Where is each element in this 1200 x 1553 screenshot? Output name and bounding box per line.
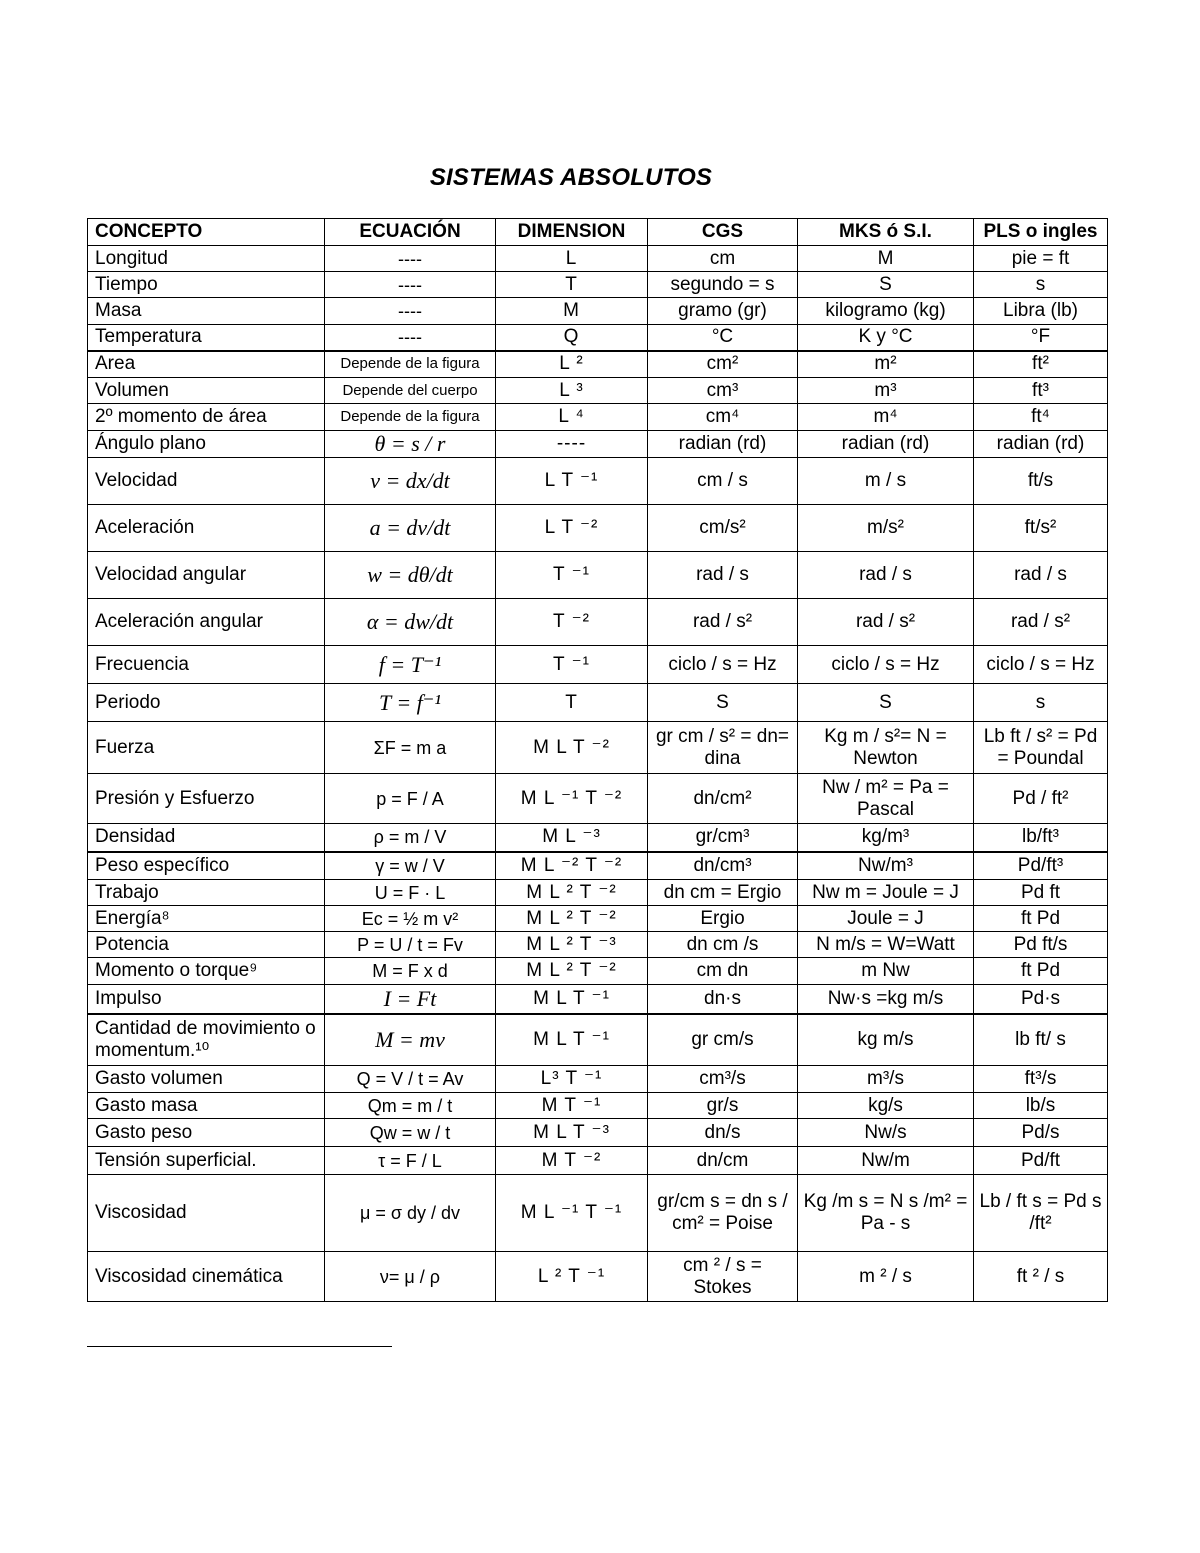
cell-cgs: cm⁴ — [648, 404, 798, 431]
cell-ecuacion: ---- — [325, 298, 496, 325]
cell-concepto: Trabajo — [88, 880, 325, 906]
cell-ecuacion: ---- — [325, 246, 496, 272]
table-row — [88, 932, 1108, 958]
cell-dimension: Q — [496, 325, 648, 351]
cell-dimension: M — [496, 298, 648, 325]
cell-concepto: Velocidad — [88, 458, 325, 505]
cell-mks: K y °C — [798, 325, 974, 351]
cell-ecuacion: I = Ft — [325, 985, 496, 1014]
table-row — [88, 505, 1108, 552]
table-row — [88, 1252, 1108, 1302]
cell-cgs: gr/cm s = dn s / cm² = Poise — [648, 1175, 798, 1252]
cell-cgs: cm³/s — [648, 1066, 798, 1093]
cell-concepto: Aceleración — [88, 505, 325, 552]
cell-dimension: T ⁻¹ — [496, 552, 648, 599]
cell-dimension: L ⁴ — [496, 404, 648, 431]
cell-dimension: L ² — [496, 351, 648, 378]
cell-pls: s — [974, 272, 1108, 298]
cell-pls: ft² — [974, 351, 1108, 378]
cell-pls: ft³ — [974, 378, 1108, 404]
cell-cgs: rad / s² — [648, 599, 798, 646]
table-row — [88, 774, 1108, 824]
cell-concepto: Masa — [88, 298, 325, 325]
cell-pls: Pd ft/s — [974, 932, 1108, 958]
table-row — [88, 298, 1108, 325]
table-body — [88, 246, 1108, 1302]
table-row — [88, 824, 1108, 852]
cell-mks: m ² / s — [798, 1252, 974, 1302]
cell-mks: m/s² — [798, 505, 974, 552]
cell-concepto: Densidad — [88, 824, 325, 852]
cell-ecuacion: U = F · L — [325, 880, 496, 906]
cell-pls: Pd/ft³ — [974, 852, 1108, 880]
cell-pls: Pd·s — [974, 985, 1108, 1014]
cell-mks: Nw/s — [798, 1119, 974, 1147]
cell-mks: m / s — [798, 458, 974, 505]
cell-dimension: M L ⁻² T ⁻² — [496, 852, 648, 880]
table-row — [88, 1093, 1108, 1119]
cell-mks: m Nw — [798, 958, 974, 985]
cell-dimension: L T ⁻¹ — [496, 458, 648, 505]
cell-pls: Pd / ft² — [974, 774, 1108, 824]
footnote-separator — [87, 1346, 392, 1347]
cell-mks: radian (rd) — [798, 431, 974, 458]
cell-ecuacion: w = dθ/dt — [325, 552, 496, 599]
cell-cgs: ciclo / s = Hz — [648, 646, 798, 684]
table-row — [88, 246, 1108, 272]
cell-ecuacion: Qw = w / t — [325, 1119, 496, 1147]
cell-ecuacion: T = f⁻¹ — [325, 684, 496, 722]
cell-ecuacion: Ec = ½ m v² — [325, 906, 496, 932]
header-pls: PLS o ingles — [974, 219, 1108, 246]
table-row — [88, 1066, 1108, 1093]
cell-pls: Lb / ft s = Pd s /ft² — [974, 1175, 1108, 1252]
header-dimension: DIMENSION — [496, 219, 648, 246]
cell-mks: N m/s = W=Watt — [798, 932, 974, 958]
cell-concepto: Momento o torque⁹ — [88, 958, 325, 985]
cell-mks: kg/m³ — [798, 824, 974, 852]
cell-dimension: ---- — [496, 431, 648, 458]
cell-ecuacion: ρ = m / V — [325, 824, 496, 852]
cell-dimension: T — [496, 684, 648, 722]
cell-dimension: L ³ — [496, 378, 648, 404]
cell-dimension: L T ⁻² — [496, 505, 648, 552]
cell-mks: m² — [798, 351, 974, 378]
cell-cgs: cm/s² — [648, 505, 798, 552]
cell-concepto: Viscosidad — [88, 1175, 325, 1252]
table-row — [88, 552, 1108, 599]
cell-dimension: T — [496, 272, 648, 298]
cell-concepto: Impulso — [88, 985, 325, 1014]
table-row — [88, 458, 1108, 505]
cell-concepto: Velocidad angular — [88, 552, 325, 599]
cell-dimension: M L T ⁻² — [496, 722, 648, 774]
cell-cgs: gr cm / s² = dn= dina — [648, 722, 798, 774]
table-row — [88, 351, 1108, 378]
cell-cgs: dn/cm³ — [648, 852, 798, 880]
cell-pls: ft Pd — [974, 906, 1108, 932]
cell-concepto: Gasto peso — [88, 1119, 325, 1147]
table-row — [88, 378, 1108, 404]
table-row — [88, 906, 1108, 932]
cell-ecuacion: v = dx/dt — [325, 458, 496, 505]
cell-cgs: cm dn — [648, 958, 798, 985]
cell-cgs: rad / s — [648, 552, 798, 599]
cell-ecuacion: ---- — [325, 325, 496, 351]
cell-dimension: M L ⁻¹ T ⁻² — [496, 774, 648, 824]
table-row — [88, 985, 1108, 1014]
cell-pls: pie = ft — [974, 246, 1108, 272]
table-row — [88, 325, 1108, 351]
cell-concepto: Gasto volumen — [88, 1066, 325, 1093]
cell-concepto: Peso específico — [88, 852, 325, 880]
cell-mks: rad / s² — [798, 599, 974, 646]
cell-ecuacion: a = dv/dt — [325, 505, 496, 552]
cell-cgs: Ergio — [648, 906, 798, 932]
cell-ecuacion: f = T⁻¹ — [325, 646, 496, 684]
table-row — [88, 646, 1108, 684]
cell-ecuacion: M = F x d — [325, 958, 496, 985]
cell-concepto: Energía⁸ — [88, 906, 325, 932]
cell-ecuacion: Depende de la figura — [325, 404, 496, 431]
cell-cgs: gr/s — [648, 1093, 798, 1119]
cell-concepto: Periodo — [88, 684, 325, 722]
cell-dimension: M T ⁻¹ — [496, 1093, 648, 1119]
table-row — [88, 722, 1108, 774]
cell-cgs: cm² — [648, 351, 798, 378]
cell-ecuacion: Q = V / t = Av — [325, 1066, 496, 1093]
cell-mks: S — [798, 272, 974, 298]
cell-pls: Libra (lb) — [974, 298, 1108, 325]
cell-dimension: M L T ⁻¹ — [496, 1014, 648, 1066]
cell-ecuacion: Qm = m / t — [325, 1093, 496, 1119]
cell-concepto: Cantidad de movimiento o momentum.¹⁰ — [88, 1014, 325, 1066]
cell-pls: lb/s — [974, 1093, 1108, 1119]
cell-cgs: dn/s — [648, 1119, 798, 1147]
cell-dimension: M L ² T ⁻³ — [496, 932, 648, 958]
cell-mks: rad / s — [798, 552, 974, 599]
cell-concepto: Viscosidad cinemática — [88, 1252, 325, 1302]
cell-mks: kilogramo (kg) — [798, 298, 974, 325]
cell-mks: Joule = J — [798, 906, 974, 932]
cell-cgs: gramo (gr) — [648, 298, 798, 325]
cell-concepto: Volumen — [88, 378, 325, 404]
cell-pls: lb ft/ s — [974, 1014, 1108, 1066]
cell-concepto: Fuerza — [88, 722, 325, 774]
cell-mks: Kg /m s = N s /m² = Pa - s — [798, 1175, 974, 1252]
cell-concepto: Longitud — [88, 246, 325, 272]
cell-dimension: M L ⁻¹ T ⁻¹ — [496, 1175, 648, 1252]
table-row — [88, 684, 1108, 722]
cell-pls: rad / s — [974, 552, 1108, 599]
page-title: SISTEMAS ABSOLUTOS — [429, 164, 713, 191]
cell-cgs: dn·s — [648, 985, 798, 1014]
cell-pls: ciclo / s = Hz — [974, 646, 1108, 684]
cell-mks: kg m/s — [798, 1014, 974, 1066]
cell-concepto: 2º momento de área — [88, 404, 325, 431]
cell-ecuacion: ν= μ / ρ — [325, 1252, 496, 1302]
cell-pls: s — [974, 684, 1108, 722]
cell-concepto: Tensión superficial. — [88, 1147, 325, 1175]
cell-concepto: Presión y Esfuerzo — [88, 774, 325, 824]
cell-pls: lb/ft³ — [974, 824, 1108, 852]
table-row — [88, 272, 1108, 298]
cell-dimension: M L T ⁻³ — [496, 1119, 648, 1147]
cell-cgs: segundo = s — [648, 272, 798, 298]
cell-ecuacion: α = dw/dt — [325, 599, 496, 646]
header-ecuacion: ECUACIÓN — [325, 219, 496, 246]
cell-pls: °F — [974, 325, 1108, 351]
cell-ecuacion: P = U / t = Fv — [325, 932, 496, 958]
table-row — [88, 599, 1108, 646]
cell-ecuacion: Depende de la figura — [325, 351, 496, 378]
cell-ecuacion: ---- — [325, 272, 496, 298]
cell-cgs: dn cm /s — [648, 932, 798, 958]
table-row — [88, 1175, 1108, 1252]
cell-mks: Nw / m² = Pa = Pascal — [798, 774, 974, 824]
cell-concepto: Area — [88, 351, 325, 378]
cell-ecuacion: τ = F / L — [325, 1147, 496, 1175]
cell-pls: rad / s² — [974, 599, 1108, 646]
cell-pls: ft Pd — [974, 958, 1108, 985]
header-mks: MKS ó S.I. — [798, 219, 974, 246]
cell-ecuacion: p = F / A — [325, 774, 496, 824]
cell-dimension: M L ² T ⁻² — [496, 906, 648, 932]
cell-cgs: S — [648, 684, 798, 722]
cell-dimension: T ⁻¹ — [496, 646, 648, 684]
cell-ecuacion: γ = w / V — [325, 852, 496, 880]
cell-mks: Nw/m — [798, 1147, 974, 1175]
cell-dimension: M L ⁻³ — [496, 824, 648, 852]
cell-dimension: M L T ⁻¹ — [496, 985, 648, 1014]
cell-pls: ft⁴ — [974, 404, 1108, 431]
cell-dimension: M L ² T ⁻² — [496, 958, 648, 985]
cell-dimension: L ² T ⁻¹ — [496, 1252, 648, 1302]
cell-cgs: gr/cm³ — [648, 824, 798, 852]
cell-mks: kg/s — [798, 1093, 974, 1119]
cell-pls: ft³/s — [974, 1066, 1108, 1093]
cell-ecuacion: ΣF = m a — [325, 722, 496, 774]
cell-mks: M — [798, 246, 974, 272]
cell-pls: Pd/s — [974, 1119, 1108, 1147]
table-row — [88, 431, 1108, 458]
table-row — [88, 1014, 1108, 1066]
cell-cgs: dn/cm² — [648, 774, 798, 824]
cell-pls: Pd/ft — [974, 1147, 1108, 1175]
cell-concepto: Temperatura — [88, 325, 325, 351]
cell-pls: Lb ft / s² = Pd = Poundal — [974, 722, 1108, 774]
cell-dimension: M L ² T ⁻² — [496, 880, 648, 906]
cell-cgs: cm — [648, 246, 798, 272]
header-cgs: CGS — [648, 219, 798, 246]
cell-cgs: dn cm = Ergio — [648, 880, 798, 906]
cell-concepto: Tiempo — [88, 272, 325, 298]
cell-concepto: Frecuencia — [88, 646, 325, 684]
table-row — [88, 1119, 1108, 1147]
table-row — [88, 404, 1108, 431]
cell-cgs: radian (rd) — [648, 431, 798, 458]
cell-mks: m³/s — [798, 1066, 974, 1093]
cell-mks: Nw/m³ — [798, 852, 974, 880]
cell-dimension: M T ⁻² — [496, 1147, 648, 1175]
table-header-row — [88, 219, 1108, 246]
cell-pls: radian (rd) — [974, 431, 1108, 458]
cell-dimension: T ⁻² — [496, 599, 648, 646]
table-row — [88, 1147, 1108, 1175]
cell-mks: S — [798, 684, 974, 722]
cell-cgs: cm / s — [648, 458, 798, 505]
cell-ecuacion: θ = s / r — [325, 431, 496, 458]
cell-cgs: cm³ — [648, 378, 798, 404]
cell-concepto: Ángulo plano — [88, 431, 325, 458]
cell-ecuacion: M = mv — [325, 1014, 496, 1066]
cell-mks: Nw m = Joule = J — [798, 880, 974, 906]
cell-cgs: gr cm/s — [648, 1014, 798, 1066]
cell-mks: Kg m / s²= N = Newton — [798, 722, 974, 774]
cell-concepto: Aceleración angular — [88, 599, 325, 646]
cell-pls: Pd ft — [974, 880, 1108, 906]
header-concepto: CONCEPTO — [88, 219, 325, 246]
cell-dimension: L — [496, 246, 648, 272]
cell-cgs: dn/cm — [648, 1147, 798, 1175]
cell-pls: ft/s — [974, 458, 1108, 505]
units-table — [87, 218, 1108, 1302]
cell-concepto: Gasto masa — [88, 1093, 325, 1119]
cell-mks: ciclo / s = Hz — [798, 646, 974, 684]
cell-pls: ft/s² — [974, 505, 1108, 552]
cell-cgs: °C — [648, 325, 798, 351]
cell-ecuacion: Depende del cuerpo — [325, 378, 496, 404]
table-row — [88, 958, 1108, 985]
cell-ecuacion: μ = σ dy / dv — [325, 1175, 496, 1252]
cell-concepto: Potencia — [88, 932, 325, 958]
cell-mks: m⁴ — [798, 404, 974, 431]
table-row — [88, 880, 1108, 906]
cell-cgs: cm ² / s = Stokes — [648, 1252, 798, 1302]
table-row — [88, 852, 1108, 880]
cell-mks: m³ — [798, 378, 974, 404]
cell-mks: Nw·s =kg m/s — [798, 985, 974, 1014]
cell-dimension: L³ T ⁻¹ — [496, 1066, 648, 1093]
cell-pls: ft ² / s — [974, 1252, 1108, 1302]
